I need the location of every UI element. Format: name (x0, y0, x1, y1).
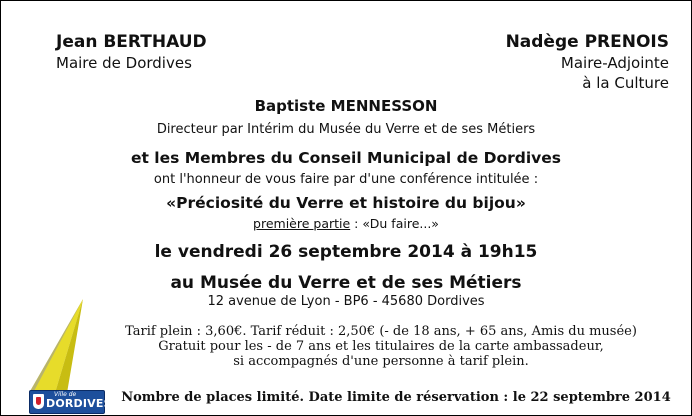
conference-title: «Préciosité du Verre et histoire du bijou» (166, 194, 526, 212)
signer-right (506, 31, 669, 93)
event-date: le vendredi 26 septembre 2014 à 19h15 (154, 242, 538, 262)
pricing-info (111, 324, 651, 369)
logo-big-text: DORDIVES (46, 397, 112, 410)
coat-of-arms-icon (33, 394, 44, 409)
director-name: Baptiste MENNESSON (254, 97, 438, 115)
signer-right-role-line2: à la Culture (582, 74, 669, 92)
invitation-phrase: ont l'honneur de vous faire par d'une conférence intitulée : (153, 172, 539, 187)
signer-left (56, 31, 207, 73)
town-logo (29, 390, 112, 414)
director-role: Directeur par Intérim du Musée du Verre et de ses Métiers (156, 122, 536, 137)
conference-part-label: première partie (253, 216, 351, 231)
pricing-line-3: si accompagnés d'une personne à tarif plein. (233, 354, 529, 369)
event-address: 12 avenue de Lyon - BP6 - 45680 Dordives (207, 294, 485, 309)
conference-part (1, 216, 691, 231)
signer-left-role: Maire de Dordives (56, 54, 192, 72)
signer-right-name: Nadège PRENOIS (505, 32, 669, 52)
logo-small-text: Ville de (54, 391, 77, 398)
pricing-line-1: Tarif plein : 3,60€. Tarif réduit : 2,50€ (- de 18 ans, + 65 ans, Amis du musée) (125, 324, 637, 339)
reservation-note: Nombre de places limité. Date limite de réservation : le 22 septembre 2014 (121, 390, 671, 405)
pricing-line-2: Gratuit pour les - de 7 ans et les titulaires de la carte ambassadeur, (158, 339, 604, 354)
signer-left-name: Jean BERTHAUD (56, 32, 207, 52)
signer-right-role-line1: Maire-Adjointe (560, 54, 669, 72)
conference-part-rest: : «Du faire...» (350, 216, 439, 231)
council-members: et les Membres du Conseil Municipal de Dordives (130, 149, 562, 167)
event-venue: au Musée du Verre et de ses Métiers (170, 273, 522, 293)
